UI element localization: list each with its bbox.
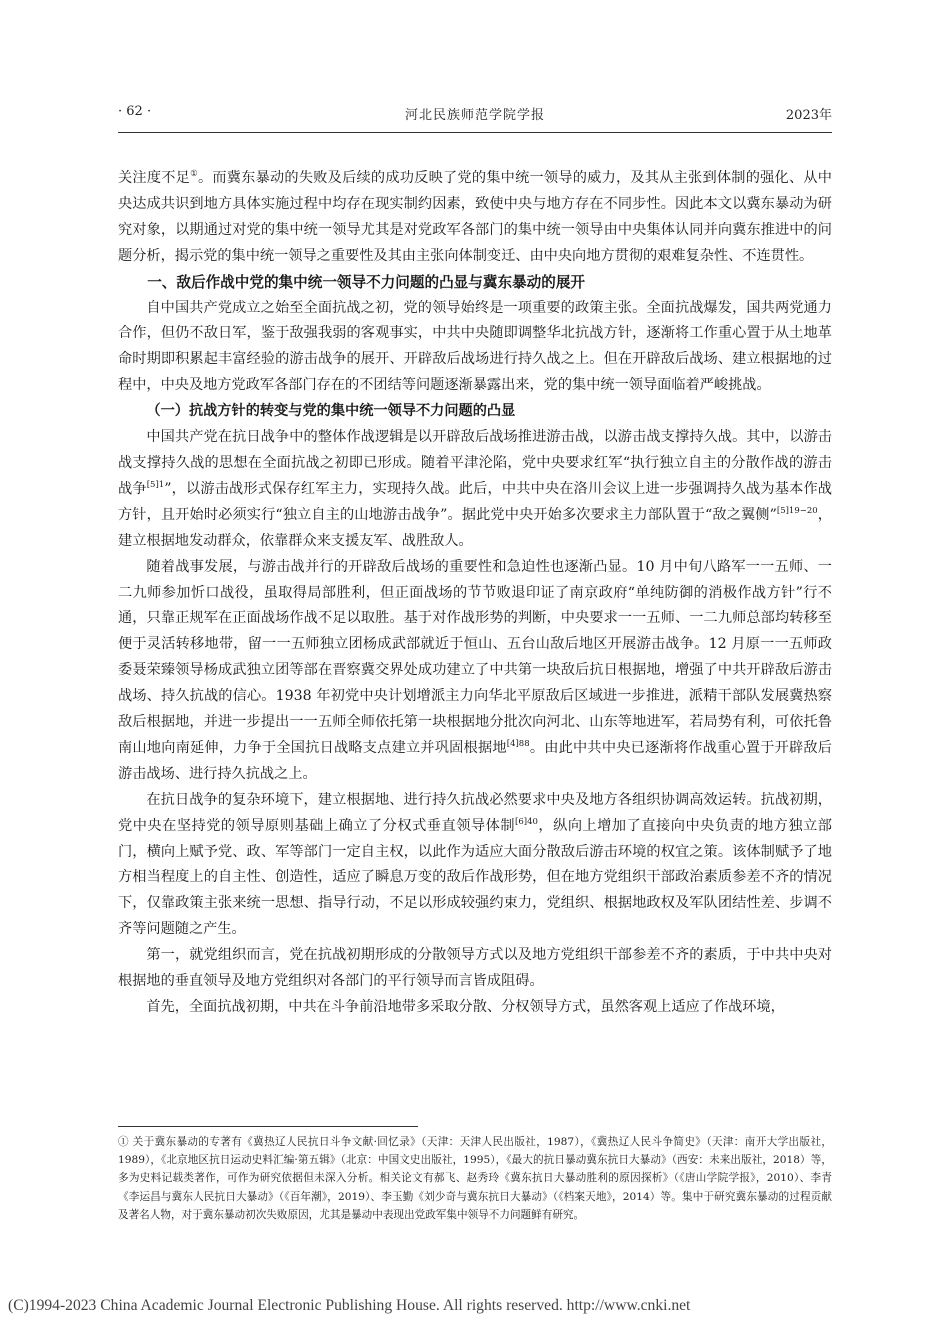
paragraph: 在抗日战争的复杂环境下，建立根据地、进行持久抗战必然要求中央及地方各组织协调高效运转。抗战初期，党中央在坚持党的领导原则基础上确立了分权式垂直领导体制$^{[6]40}$，纵向上增加了直接向中央负责的地方独立部门，横向上赋予党、政、军等部门一定自主权，以此作为适应大面分散敌后游击环境的权宜之策。该体制赋予了地方相当程度上的自主性、创造性，适应了瞬息万变的敌后作战形势，但在地方党组织干部政治素质参差不齐的情况下，仅靠政策主张来统一思想、指导行动，不足以形成较强约束力，党组织、根据地政权及军队团结性差、步调不齐等问题随之产生。 [118, 791, 832, 938]
paragraph: 随着战事发展，与游击战并行的开辟敌后战场的重要性和急迫性也逐渐凸显。10 月中旬八路军一一五师、一二九师参加忻口战役，虽取得局部胜利，但正面战场的节节败退印证了南京政府“单纯防御的消极作战方针”行不通，只靠正规军在正面战场作战不足以取胜。基于对作战形势的判断，中央要求一一五师、一二九师总部均转移至便于灵活转移地带，留一一五师独立团杨成武部就近于恒山、五台山敌后地区开展游击战争。12 月原一一五师政委聂荣臻领导杨成武独立团等部在晋察冀交界处成功建立了中共第一块敌后抗日根据地，增强了中共开辟敌后游击战场、持久抗战的信心。1938 年初党中央计划增派主力向华北平原敌后区域进一步推进，派精干部队发展冀热察敌后根据地，并进一步提出一一五师全师依托第一块根据地分批次向河北、山东等地进军，若局势有利，可依托鲁南山地向南延伸，力争于全国抗日战略支点建立并巩固根据地$^{[4]88}$。由此中共中央已逐渐将作战重心置于开辟敌后游击战场、进行持久抗战之上。 [118, 558, 832, 782]
citation-ref[interactable]: [6]40 [515, 816, 538, 827]
section-heading: 一、敌后作战中党的集中统一领导不力问题的凸显与冀东暴动的展开 [147, 273, 586, 291]
paragraph: 关注度不足①。而冀东暴动的失败及后续的成功反映了党的集中统一领导的威力，及其从主张到体制的强化、从中央达成共识到地方具体实施过程中均存在现实制约因素，致使中央与地方存在不同步性。因此本文以冀东暴动为研究对象，以期通过对党的集中统一领导尤其是对党政军各部门的集中统一领导由中央集体认同并向冀东推进中的问题分析，揭示党的集中统一领导之重要性及其由主张向体制变迁、由中央向地方贯彻的艰难复杂性、不连贯性。 [118, 169, 832, 264]
citation-ref[interactable]: [5]1 [146, 479, 165, 490]
running-header [118, 104, 832, 126]
subsection-heading: （一）抗战方针的转变与党的集中统一领导不力问题的凸显 [146, 403, 516, 420]
citation-ref[interactable]: [4]88 [506, 738, 530, 749]
paragraph: 中国共产党在抗日战争中的整体作战逻辑是以开辟敌后战场推进游击战，以游击战支撑持久战。其中，以游击战支撑持久战的思想在全面抗战之初即已形成。随着平津沦陷，党中央要求红军“执行独立自主的分散作战的游击战争$^{[5]1}$”，以游击战形式保存红军主力，实现持久战。此后，中共中央在洛川会议上进一步强调持久战为基本作战方针，且开始时必须实行“独立自主的山地游击战争”。据此党中央开始多次要求主力部队置于“敌之翼侧”$^{[5]19-20}$，建立根据地发动群众，依靠群众来支援友军、战胜敌人。 [118, 429, 832, 549]
paragraph: 首先，全面抗战初期，中共在斗争前沿地带多采取分散、分权领导方式，虽然客观上适应了作战环境， [146, 999, 785, 1015]
paragraph: 自中国共产党成立之始至全面抗战之初，党的领导始终是一项重要的政策主张。全面抗战爆发，国共两党通力合作，但仍不敌日军，鉴于敌强我弱的客观事实，中共中央随即调整华北抗战方针，逐渐将工作重心置于从土地革命时期即积累起丰富经验的游击战争的展开、开辟敌后战场进行持久战之上。但在开辟敌后战场、建立根据地的过程中，中央及地方党政军各部门存在的不团结等问题逐渐暴露出来，党的集中统一领导面临着严峻挑战。 [118, 299, 832, 394]
page-number: · 62 · [118, 104, 152, 119]
footnote-ref[interactable]: ① [190, 169, 198, 179]
header-rule [118, 132, 832, 133]
issue-year: 2023年 [785, 108, 832, 123]
paragraph: 第一，就党组织而言，党在抗战初期形成的分散领导方式以及地方党组织干部参差不齐的素质，于中共中央对根据地的垂直领导及地方党组织对各部门的平行领导而言皆成阻碍。 [118, 947, 832, 990]
article-body [118, 166, 832, 1021]
journal-title: 河北民族师范学院学报 [404, 108, 545, 123]
footnote-rule [118, 1126, 418, 1127]
citation-ref[interactable]: [5]19−20 [776, 505, 818, 516]
footnote: ① 关于冀东暴动的专著有《冀热辽人民抗日斗争文献·回忆录》（天津：天津人民出版社，1987），《冀热辽人民斗争简史》（天津：南开大学出版社，1989），《北京地区抗日运动史料汇编·第五辑》（北京：中国文史出版社，1995），《最大的抗日暴动冀东抗日大暴动》（西安：未来出版社，2018）等，多为史料记载类著作，可作为研究依据但未深入分析。相关论文有郝飞、赵秀玲《冀东抗日大暴动胜利的原因探析》（《唐山学院学报》，2010）、李青《李运昌与冀东人民抗日大暴动》（《百年潮》，2019）、李玉勤《刘少奇与冀东抗日大暴动》（《档案天地》，2014）等。集中于研究冀东暴动的过程贡献及著名人物，对于冀东暴动初次失败原因，尤其是暴动中表现出党政军集中领导不力问题鲜有研究。 [118, 1136, 832, 1221]
copyright-line: (C)1994-2023 China Academic Journal Electronic Publishing House. All rights reserved. http://www.cnki.net [8, 1297, 691, 1314]
